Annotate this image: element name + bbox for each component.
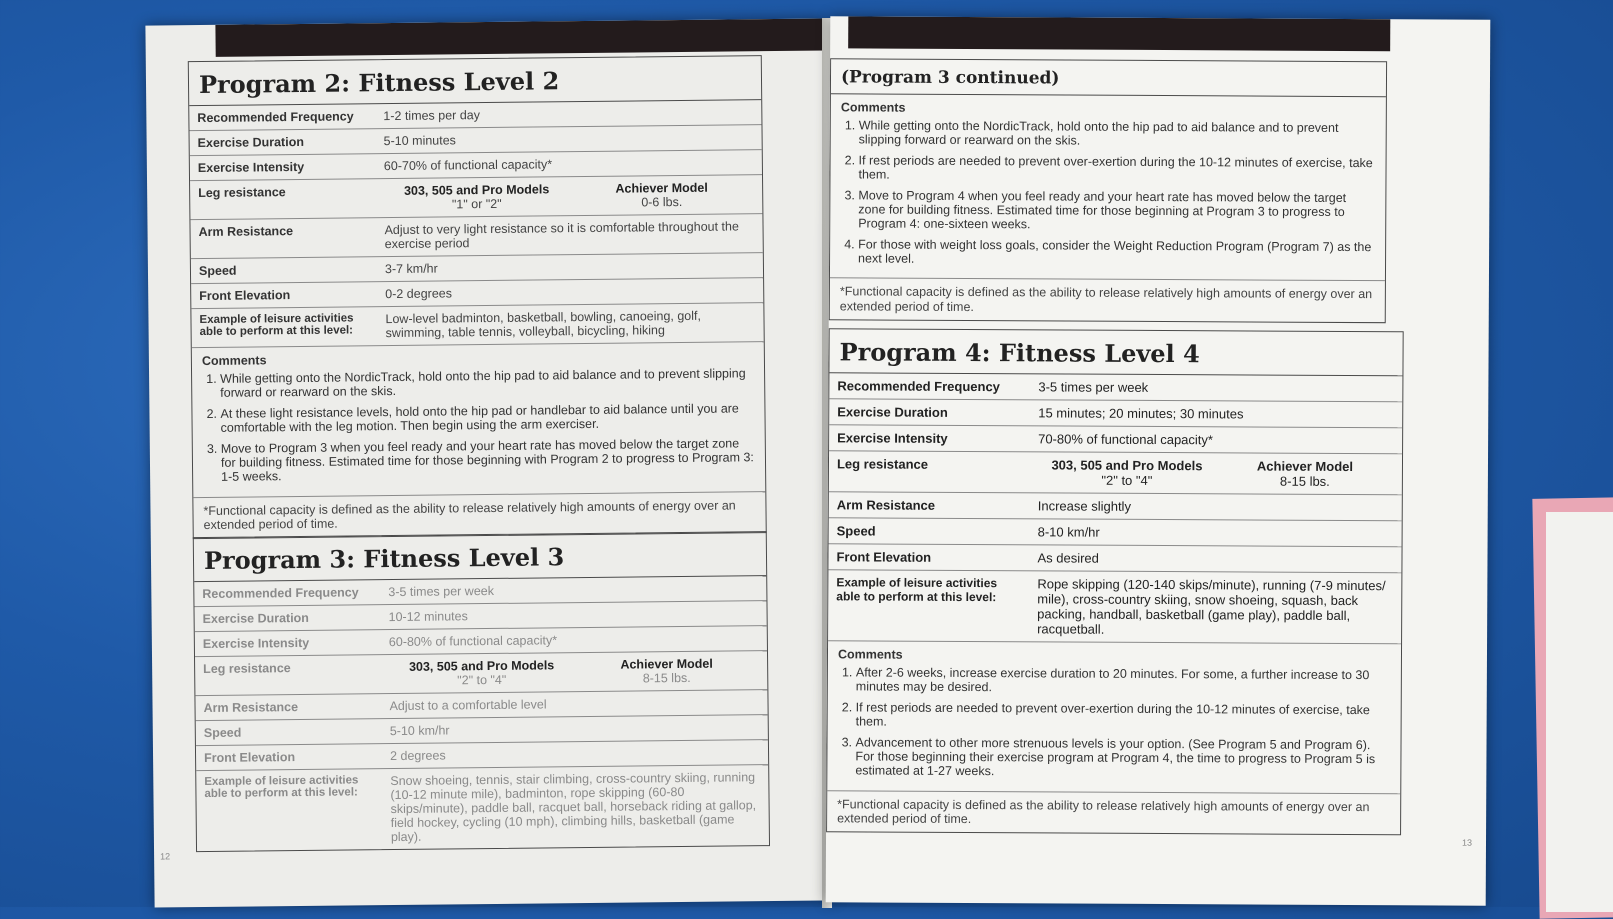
row-value: 8-10 km/hr: [1037, 524, 1100, 540]
comment-item: 4. For those with weight loss goals, consider the Weight Reduction Program (Program 7) as the next level.: [858, 237, 1375, 268]
row-label: Exercise Intensity: [197, 159, 305, 176]
row-label: Exercise Intensity: [837, 430, 948, 446]
page-number: 13: [1461, 837, 1473, 848]
row-value: 3-5 times per week: [388, 583, 495, 600]
model-heading: Achiever Model: [615, 180, 708, 196]
row-label: Exercise Duration: [197, 134, 304, 151]
row-value: 5-10 minutes: [383, 133, 456, 149]
table-row: [191, 303, 763, 348]
row-value: Adjust to very light resistance so it is comfortable throughout the exercise period: [384, 219, 739, 252]
table-row: [828, 570, 1401, 644]
comments-section: [192, 342, 766, 497]
row-value: 5-10 km/hr: [389, 723, 450, 739]
row-value: As desired: [1037, 550, 1099, 566]
row-value: 60-80% of functional capacity*: [388, 633, 558, 650]
comment-item: 2. If rest periods are needed to prevent over-exertion during the 10-12 minutes of exercise, take them.: [856, 700, 1391, 732]
program-3-title: Program 3: Fitness Level 3: [194, 532, 766, 582]
row-value: Adjust to a comfortable level: [389, 697, 547, 714]
table-row: [196, 765, 769, 851]
row-label: Leg resistance: [836, 456, 929, 472]
row-value: 10-12 minutes: [388, 609, 468, 625]
model-value: "2" to "4": [1101, 472, 1153, 488]
footnote: *Functional capacity is defined as the ability to release relatively high amounts of energy over an extended period of time.: [830, 278, 1385, 323]
program-4-box: [826, 328, 1404, 835]
row-label: Leg resistance: [203, 661, 291, 677]
model-value: 0-6 lbs.: [641, 194, 683, 210]
comments-heading: Comments: [201, 353, 267, 369]
row-label: Arm Resistance: [203, 700, 299, 716]
footnote: *Functional capacity is defined as the ability to release relatively high amounts of energy over an extended period of time.: [193, 491, 765, 539]
row-value: 3-7 km/hr: [384, 261, 438, 277]
comment-item: 2. If rest periods are needed to prevent over-exertion during the 10-12 minutes of exercise, take them.: [858, 153, 1375, 184]
leg-resistance-values: [381, 651, 767, 693]
row-value: Snow shoeing, tennis, stair climbing, cross-country skiing, running (10-12 minute mile), badminton, rope skipping (60-80 skips/minute), paddle ball, racquet ball, horseback riding at gallop, field hockey, cycling (10 mph), climbing hills, basketball (game play).: [390, 770, 757, 845]
row-value: 3-5 times per week: [1038, 379, 1149, 395]
table-row: [829, 373, 1402, 402]
comments-section: [827, 641, 1401, 793]
page-number: 12: [160, 851, 171, 862]
comment-item: 1. After 2-6 weeks, increase exercise duration to 20 minutes. For some, a further increase to 30 minutes may be desired.: [856, 665, 1391, 697]
row-label: Example of leisure activities able to perform at this level:: [204, 774, 359, 801]
program-4-title: Program 4: Fitness Level 4: [829, 329, 1402, 376]
row-value: Low-level badminton, basketball, bowling, canoeing, golf, swimming, table tennis, volleyball, bicycling, hiking: [385, 308, 702, 341]
row-label: Exercise Intensity: [202, 635, 310, 652]
row-value: Increase slightly: [1037, 498, 1132, 514]
row-label: Front Elevation: [836, 549, 932, 565]
leg-resistance-values: [376, 175, 762, 217]
leg-resistance-row: [829, 451, 1402, 495]
row-label: Speed: [198, 263, 237, 279]
pink-paper-inner: [1546, 512, 1613, 912]
row-label: Front Elevation: [199, 288, 291, 304]
row-label: Front Elevation: [204, 750, 296, 766]
program-3-box: [193, 531, 770, 852]
model-heading: 303, 505 and Pro Models: [403, 182, 550, 198]
row-label: Arm Resistance: [198, 224, 294, 240]
page-header-bar: [848, 16, 1390, 51]
model-value: 8-15 lbs.: [642, 670, 691, 686]
model-heading: 303, 505 and Pro Models: [1051, 457, 1203, 474]
model-value: "2" to "4": [457, 672, 507, 688]
row-label: Leg resistance: [198, 185, 286, 201]
comments-heading: Comments: [840, 100, 906, 115]
row-label: Exercise Duration: [202, 610, 309, 627]
comment-item: 1. While getting onto the NordicTrack, hold onto the hip pad to aid balance and to prevent slipping forward or rearward on the skis.: [859, 118, 1376, 149]
table-row: [829, 425, 1402, 454]
comments-heading: Comments: [837, 647, 903, 662]
comment-item: 3. Move to Program 3 when you feel ready and your heart rate has moved below the target zone for building fitness. Estimated time for those beginning with Program 2 to progress to Program 3: 1-5 weeks.: [221, 436, 755, 485]
row-value: 15 minutes; 20 minutes; 30 minutes: [1038, 405, 1244, 422]
comment-item: 3. Move to Program 4 when you feel ready and your heart rate has moved below the target zone for building fitness. Estimated time for those beginning at Program 3 to progress to Program 4: one-sixteen weeks.: [858, 188, 1375, 234]
table-row: [829, 518, 1402, 547]
row-label: Arm Resistance: [836, 497, 936, 513]
leg-resistance-row: [190, 175, 762, 220]
left-page: [145, 18, 834, 907]
leg-resistance-row: [195, 651, 767, 696]
leg-resistance-values: [1030, 452, 1402, 494]
comment-item: 1. While getting onto the NordicTrack, hold onto the hip pad to aid balance and to prevent slipping forward or rearward on the skis.: [220, 366, 754, 400]
page-header-bar: [215, 18, 825, 56]
row-value: Rope skipping (120-140 skips/minute), running (7-9 minutes/ mile), cross-country skiing, snow shoeing, squash, back packing, handball, basketball (game play), paddle ball, racquetball.: [1037, 576, 1386, 637]
program-3-continued-box: [829, 58, 1387, 323]
table-row: [829, 399, 1402, 428]
row-label: Recommended Frequency: [202, 585, 359, 602]
comments-section: [830, 94, 1386, 280]
row-label: Speed: [836, 523, 876, 539]
model-value: "1" or "2": [451, 196, 502, 212]
program-3-continued-title: (Program 3 continued): [831, 59, 1386, 97]
footnote: *Functional capacity is defined as the ability to release relatively high amounts of energy over an extended period of time.: [827, 790, 1400, 835]
row-value: 0-2 degrees: [385, 286, 453, 302]
row-label: Example of leisure activities able to perform at this level:: [836, 575, 998, 605]
right-page: [826, 16, 1491, 905]
comment-item: 2. At these light resistance levels, hold onto the hip pad or handlebar to aid balance until you are comfortable with the leg motion. Then begin using the arm exerciser.: [220, 401, 754, 435]
row-value: 2 degrees: [389, 748, 446, 764]
table-row: [828, 544, 1401, 573]
model-heading: Achiever Model: [1256, 458, 1354, 475]
program-2-box: [188, 55, 767, 539]
model-value: 8-15 lbs.: [1279, 473, 1330, 489]
row-label: Speed: [203, 725, 242, 741]
row-label: Recommended Frequency: [837, 378, 1000, 395]
comment-item: 3. Advancement to other more strenuous levels is your option. (See Program 5 and Program 6). For those beginning their exercise program at Program 4, the time to progress to Program 5 is estimated at 1-27 weeks.: [855, 735, 1390, 781]
model-heading: 303, 505 and Pro Models: [408, 658, 555, 674]
table-row: [190, 214, 762, 259]
table-row: [829, 492, 1402, 521]
program-2-title: Program 2: Fitness Level 2: [189, 56, 761, 106]
row-value: 1-2 times per day: [383, 108, 481, 124]
row-value: 70-80% of functional capacity*: [1038, 431, 1214, 448]
row-label: Exercise Duration: [837, 404, 948, 420]
row-value: 60-70% of functional capacity*: [383, 157, 553, 174]
row-label: Example of leisure activities able to perform at this level:: [199, 312, 354, 339]
model-heading: Achiever Model: [620, 656, 713, 672]
row-label: Recommended Frequency: [197, 109, 354, 126]
